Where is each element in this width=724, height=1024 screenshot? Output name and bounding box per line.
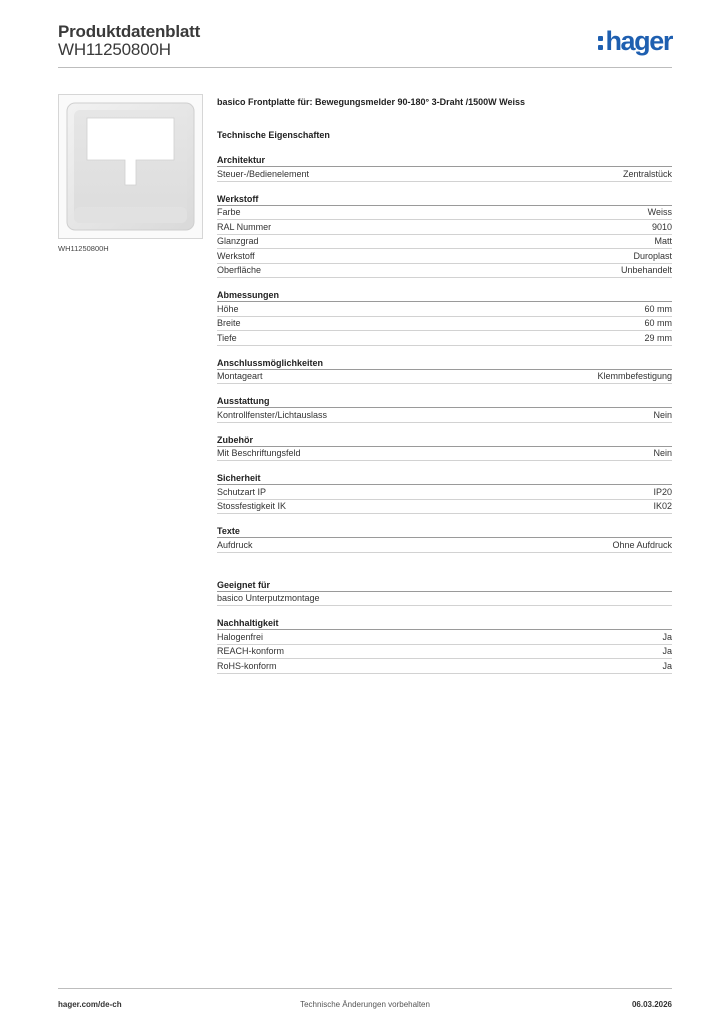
group-title: Werkstoff: [217, 192, 672, 206]
spec-group-texte: [217, 524, 672, 553]
logo-colon-icon: [598, 36, 603, 50]
group-title: Zubehör: [217, 433, 672, 447]
spec-label: Schutzart IP: [217, 486, 267, 497]
footer-notice: Technische Änderungen vorbehalten: [300, 1000, 430, 1009]
spec-value: Ja: [662, 631, 672, 642]
spec-row: [217, 659, 672, 674]
spec-value: IK02: [653, 501, 672, 512]
spec-group-architektur: [217, 153, 672, 182]
footer-date: 06.03.2026: [631, 1000, 672, 1009]
spec-label: Farbe: [217, 207, 241, 218]
spec-label: Oberfläche: [217, 265, 262, 276]
product-number: WH11250800H: [58, 40, 171, 59]
spec-row: [217, 370, 672, 385]
product-image: [58, 94, 203, 239]
spec-row: [217, 408, 672, 423]
spec-label: RoHS-konform: [217, 660, 277, 671]
spec-value: 29 mm: [644, 332, 672, 343]
product-description: basico Frontplatte für: Bewegungsmelder 90-180° 3-Draht /1500W Weiss: [217, 97, 526, 107]
spec-value: Unbehandelt: [620, 265, 672, 276]
group-title: Sicherheit: [217, 471, 672, 485]
spec-row: [217, 302, 672, 317]
group-title: Architektur: [217, 153, 672, 167]
spec-label: basico Unterputzmontage: [217, 593, 320, 604]
spec-label: Höhe: [217, 303, 239, 314]
spec-row: [217, 317, 672, 332]
logo-text: hager: [605, 26, 672, 56]
hager-logo[interactable]: [598, 26, 672, 56]
spec-row: [217, 500, 672, 515]
spec-row: [217, 485, 672, 500]
spec-value: IP20: [653, 486, 672, 497]
spec-value: 9010: [651, 221, 672, 232]
page-header: [58, 22, 672, 68]
spec-label: Werkstoff: [217, 250, 255, 261]
spec-value: Matt: [654, 236, 672, 247]
spec-label: Breite: [217, 318, 241, 329]
spec-value: Weiss: [647, 207, 672, 218]
group-title: Geeignet für: [217, 578, 672, 592]
group-title: Abmessungen: [217, 288, 672, 302]
spec-label: Halogenfrei: [217, 631, 264, 642]
frontplate-image-icon: [59, 95, 202, 238]
spec-value: 60 mm: [644, 303, 672, 314]
spec-row: [217, 331, 672, 346]
page-footer: [58, 988, 672, 1018]
spec-value: Duroplast: [633, 250, 672, 261]
spec-row: [217, 645, 672, 660]
spec-row: [217, 592, 672, 607]
spec-value: Nein: [653, 448, 672, 459]
image-caption: WH11250800H: [58, 244, 109, 253]
document-title: Produktdatenblatt: [58, 22, 201, 41]
spec-row: [217, 167, 672, 182]
spec-row: [217, 264, 672, 279]
spec-row: [217, 249, 672, 264]
spec-value: Ohne Aufdruck: [612, 539, 672, 550]
spec-row: [217, 206, 672, 221]
spec-label: Steuer-/Bedienelement: [217, 168, 310, 179]
spec-row: [217, 538, 672, 553]
spec-group-nachhaltigkeit: [217, 616, 672, 674]
spec-group-zubehoer: [217, 433, 672, 462]
spec-label: Kontrollfenster/Lichtauslass: [217, 409, 328, 420]
spec-label: Glanzgrad: [217, 236, 259, 247]
spec-label: Stossfestigkeit IK: [217, 501, 287, 512]
spec-label: Mit Beschriftungsfeld: [217, 448, 301, 459]
spec-group-geeignet-fuer: [217, 578, 672, 607]
spec-label: RAL Nummer: [217, 221, 272, 232]
spec-value: Nein: [653, 409, 672, 420]
spec-group-ausstattung: [217, 394, 672, 423]
spec-value: Zentralstück: [622, 168, 672, 179]
group-title: Anschlussmöglichkeiten: [217, 356, 672, 370]
footer-website-link[interactable]: hager.com/de-ch: [58, 1000, 122, 1009]
spec-group-anschlussmoeglichkeiten: [217, 356, 672, 385]
spec-row: [217, 220, 672, 235]
spec-group-werkstoff: [217, 192, 672, 279]
spec-row: [217, 630, 672, 645]
spec-label: REACH-konform: [217, 646, 285, 657]
group-title: Nachhaltigkeit: [217, 616, 672, 630]
spec-group-sicherheit: [217, 471, 672, 514]
spec-value: Klemmbefestigung: [597, 371, 672, 382]
group-title: Texte: [217, 524, 672, 538]
spec-value: 60 mm: [644, 318, 672, 329]
spec-value: Ja: [662, 660, 672, 671]
spec-label: Montageart: [217, 371, 263, 382]
spec-value: Ja: [662, 646, 672, 657]
group-title: Ausstattung: [217, 394, 672, 408]
spec-label: Aufdruck: [217, 539, 253, 550]
specification-content: [217, 96, 672, 674]
spec-label: Tiefe: [217, 332, 237, 343]
spec-row: [217, 235, 672, 250]
section-title: Technische Eigenschaften: [217, 130, 330, 140]
spec-group-abmessungen: [217, 288, 672, 346]
spec-row: [217, 447, 672, 462]
